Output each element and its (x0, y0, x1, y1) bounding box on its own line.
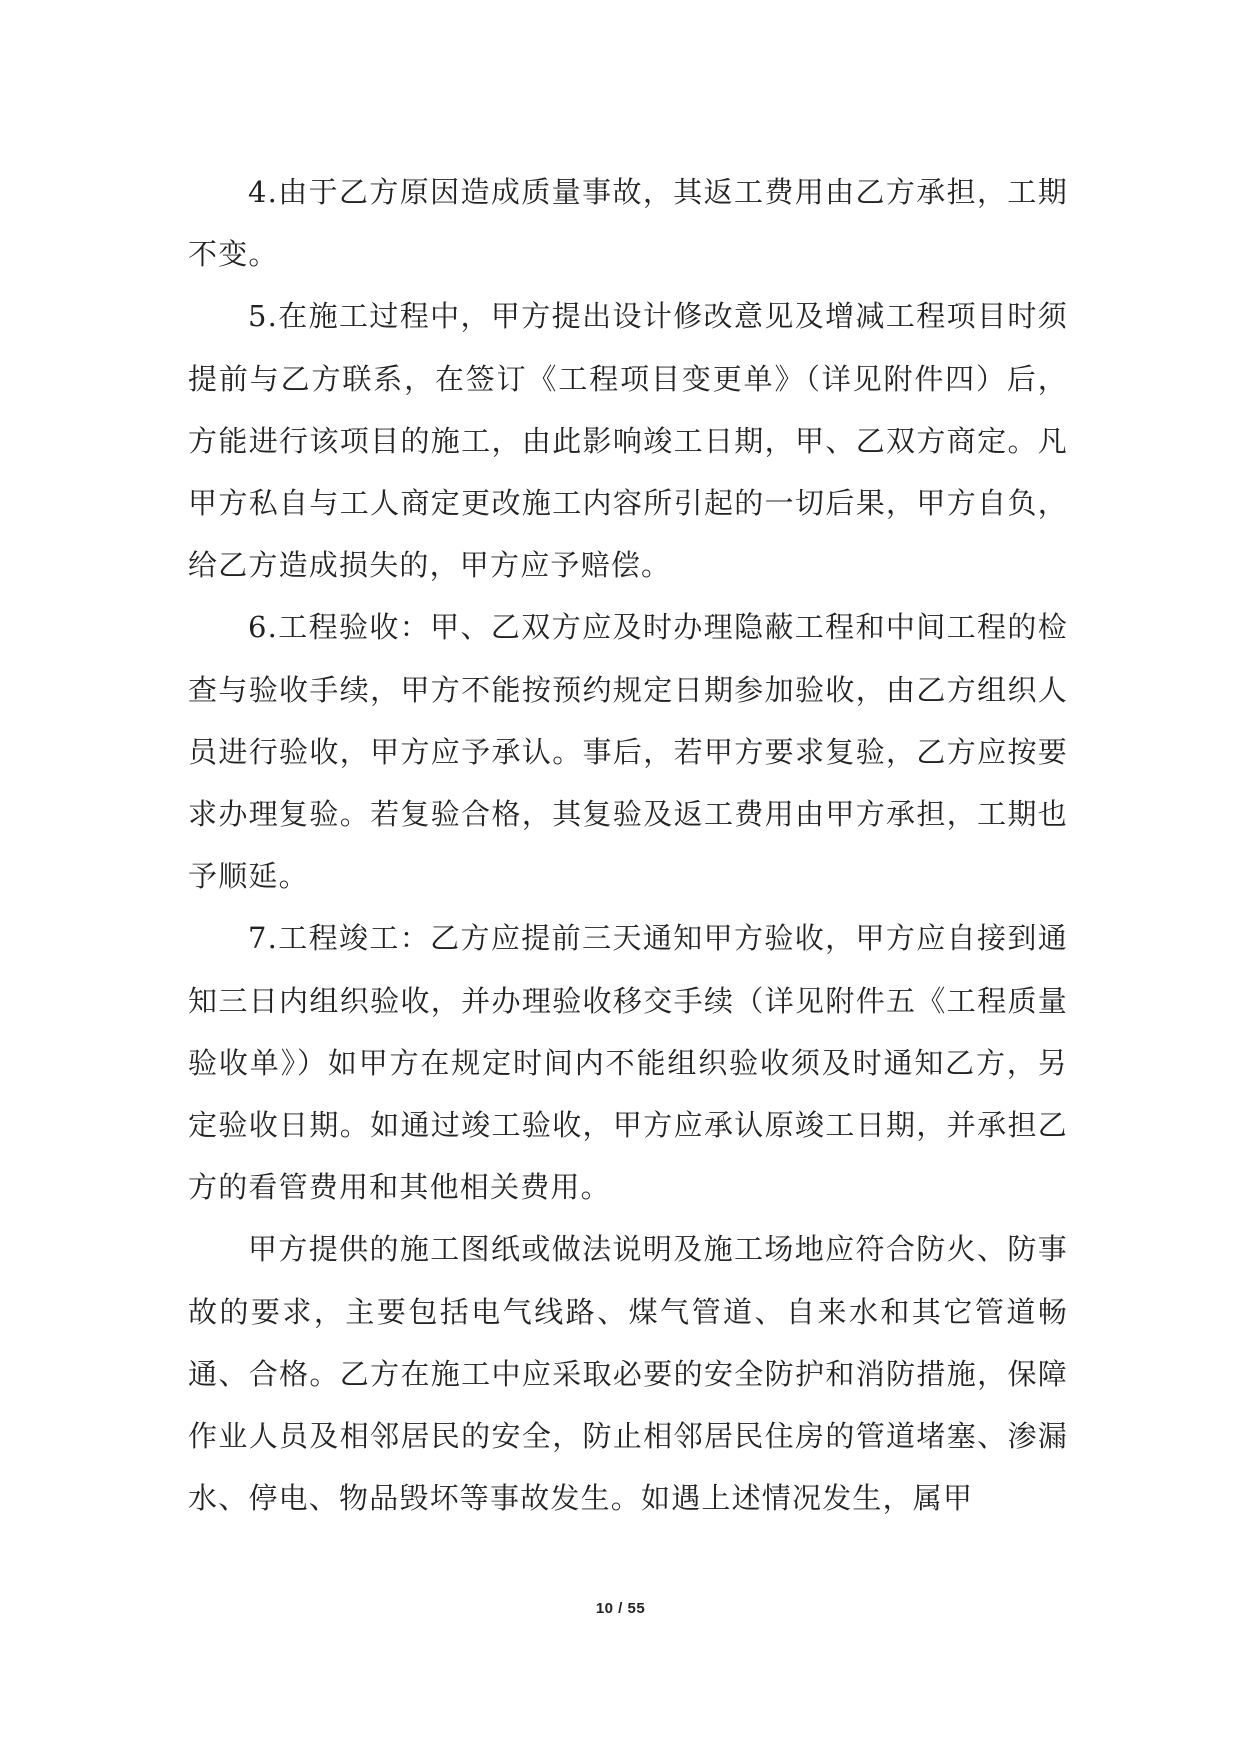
paragraph-safety: 甲方提供的施工图纸或做法说明及施工场地应符合防火、防事故的要求，主要包括电气线路、煤气管道、自来水和其它管道畅通、合格。乙方在施工中应采取必要的安全防护和消防措施，保障作业人员及相邻居民的安全，防止相邻居民住房的管道堵塞、渗漏水、停电、物品毁坏等事故发生。如遇上述情况发生，属甲 (188, 1232, 1068, 1516)
document-body (188, 161, 1068, 1529)
paragraph-item-7: 7.工程竣工：乙方应提前三天通知甲方验收，甲方应自接到通知三日内组织验收，并办理验收移交手续（详见附件五《工程质量验收单》）如甲方在规定时间内不能组织验收须及时通知乙方，另定验收日期。如通过竣工验收，甲方应承认原竣工日期，并承担乙方的看管费用和其他相关费用。 (188, 921, 1068, 1205)
paragraph-item-6: 6.工程验收：甲、乙双方应及时办理隐蔽工程和中间工程的检查与验收手续，甲方不能按预约规定日期参加验收，由乙方组织人员进行验收，甲方应予承认。事后，若甲方要求复验，乙方应按要求办理复验。若复验合格，其复验及返工费用由甲方承担，工期也予顺延。 (188, 610, 1068, 894)
paragraph-item-4: 4.由于乙方原因造成质量事故，其返工费用由乙方承担，工期不变。 (188, 175, 1068, 272)
page-number: 10 / 55 (595, 1600, 646, 1617)
paragraph-item-5: 5.在施工过程中，甲方提出设计修改意见及增减工程项目时须提前与乙方联系，在签订《工程项目变更单》（详见附件四）后，方能进行该项目的施工，由此影响竣工日期，甲、乙双方商定。凡甲方私自与工人商定更改施工内容所引起的一切后果，甲方自负，给乙方造成损失的，甲方应予赔偿。 (188, 299, 1068, 583)
